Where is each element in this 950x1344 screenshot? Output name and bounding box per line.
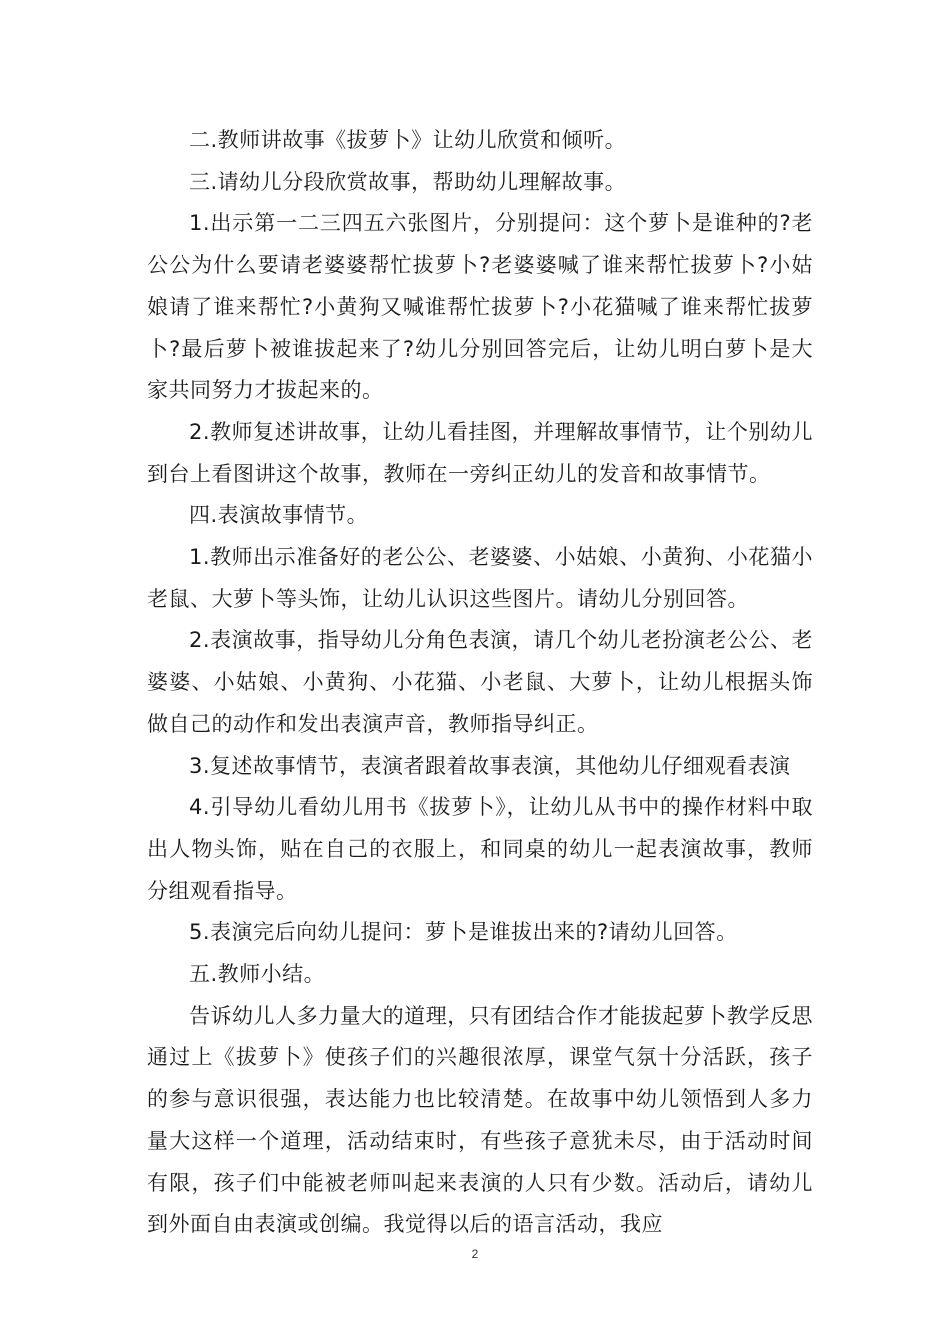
paragraph-section-2: 二.教师讲故事《拔萝卜》让幼儿欣赏和倾听。 <box>189 128 627 152</box>
paragraph-4-4: 4.引导幼儿看幼儿用书《拔萝卜》，让幼儿从书中的操作材料中取出人物头饰，贴在自己的衣服上，和同桌的幼儿一起表演故事，教师分组观看指导。 <box>147 795 813 903</box>
paragraph-3-1: 1.出示第一二三四五六张图片，分别提问：这个萝卜是谁种的?老公公为什么要请老婆婆帮忙拔萝卜?老婆婆喊了谁来帮忙拔萝卜?小姑娘请了谁来帮忙?小黄狗又喊谁帮忙拔萝卜?小花猫喊了谁来帮忙拔萝卜?最后萝卜被谁拔起来了?幼儿分别回答完后，让幼儿明白萝卜是大家共同努力才拔起来的。 <box>147 211 813 403</box>
paragraph-summary: 告诉幼儿人多力量大的道理，只有团结合作才能拔起萝卜教学反思通过上《拔萝卜》使孩子们的兴趣很浓厚，课堂气氛十分活跃，孩子的参与意识很强，表达能力也比较清楚。在故事中幼儿领悟到人多力量大这样一个道理，活动结束时，有些孩子意犹未尽，由于活动时间有限，孩子们中能被老师叫起来表演的人只有少数。活动后，请幼儿到外面自由表演或创编。我觉得以后的语言活动，我应 <box>147 1003 813 1237</box>
paragraph-4-3: 3.复述故事情节，表演者跟着故事表演，其他幼儿仔细观看表演 <box>189 753 791 778</box>
page-number: 2 <box>471 1247 479 1261</box>
paragraph-4-2: 2.表演故事，指导幼儿分角色表演，请几个幼儿老扮演老公公、老婆婆、小姑娘、小黄狗、小花猫、小老鼠、大萝卜，让幼儿根据头饰做自己的动作和发出表演声音，教师指导纠正。 <box>147 628 813 736</box>
paragraph-4-1: 1.教师出示准备好的老公公、老婆婆、小姑娘、小黄狗、小花猫小老鼠、大萝卜等头饰，让幼儿认识这些图片。请幼儿分别回答。 <box>147 545 813 611</box>
paragraph-section-3: 三.请幼儿分段欣赏故事，帮助幼儿理解故事。 <box>189 169 627 194</box>
paragraph-3-2: 2.教师复述讲故事，让幼儿看挂图，并理解故事情节，让个别幼儿到台上看图讲这个故事，教师在一旁纠正幼儿的发音和故事情节。 <box>147 419 813 486</box>
paragraph-section-4: 四.表演故事情节。 <box>189 503 369 528</box>
paragraph-section-5: 五.教师小结。 <box>189 962 326 987</box>
paragraph-4-5: 5.表演完后向幼儿提问：萝卜是谁拔出来的?请幼儿回答。 <box>189 920 738 945</box>
document-body <box>147 120 813 1246</box>
